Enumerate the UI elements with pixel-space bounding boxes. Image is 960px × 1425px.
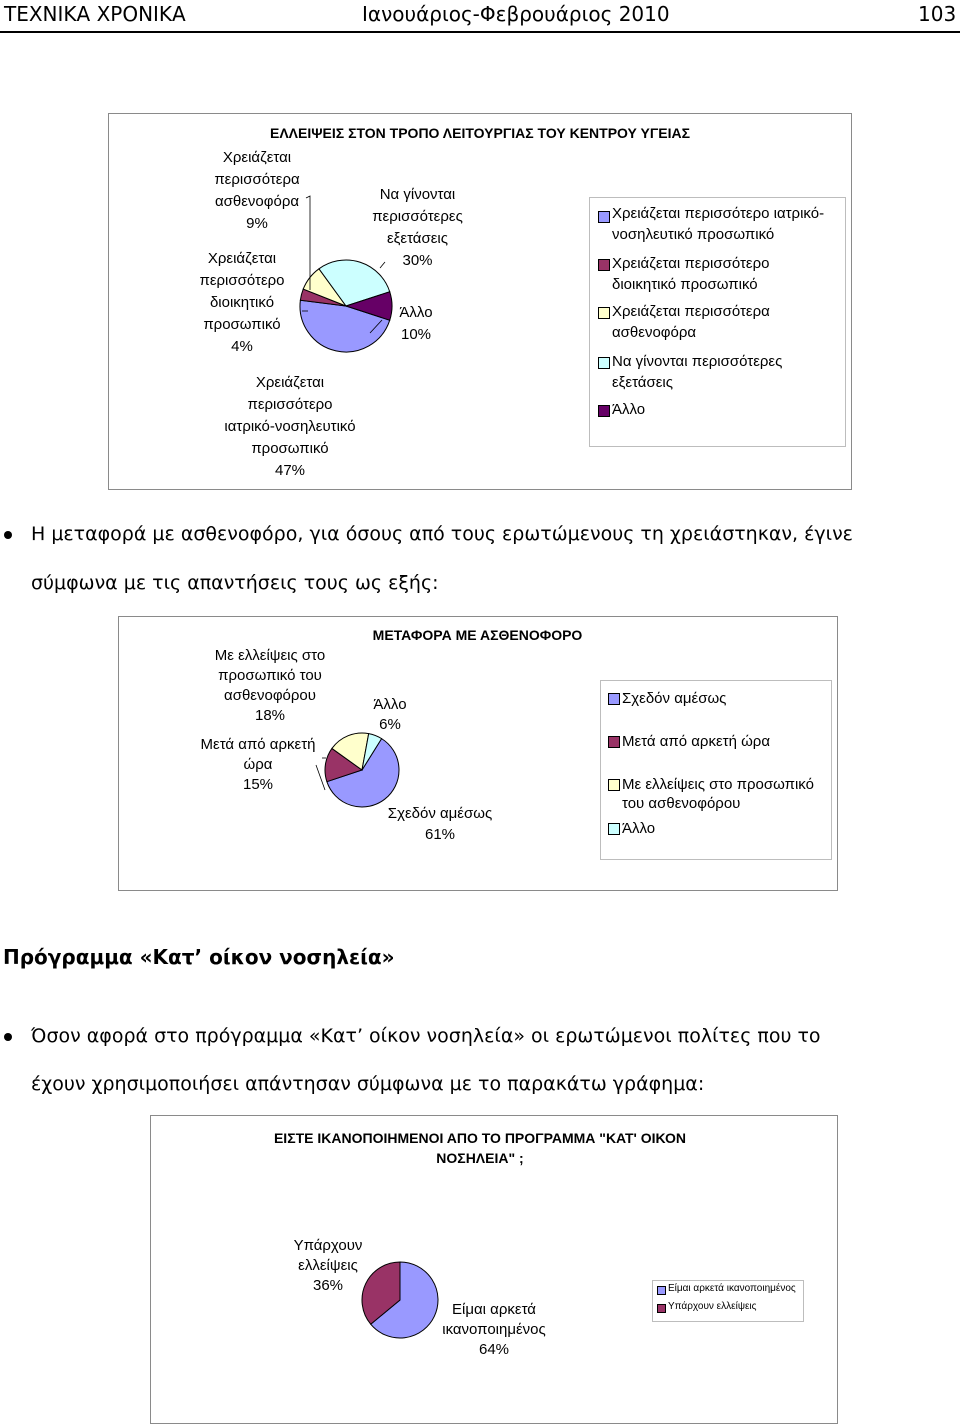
chart-1-label-ambulances: Χρειάζεται περισσότερα ασθενοφόρα 9% (214, 149, 300, 232)
chart-1-label-medical: Χρειάζεται περισσότερο ιατρικό-νοσηλευτικό προσωπικό 47% (224, 374, 356, 479)
chart-1-label-other: Άλλο 10% (399, 304, 433, 343)
legend2-label-staff: Με ελλείψεις στο προσωπικό του ασθενοφόρου (622, 776, 814, 812)
legend3-label-shortcomings: Υπάρχουν ελλείψεις (668, 1301, 757, 1312)
legend3-swatch-shortcomings (657, 1304, 666, 1313)
paragraph-2-line-2: έχουν χρησιμοποιήσει απάντησαν σύμφωνα με το παρακάτω γράφημα: (31, 1073, 705, 1095)
section-heading: Πρόγραμμα «Κατ’ οίκον νοσηλεία» (3, 945, 395, 969)
chart-1-title: ΕΛΛΕΙΨΕΙΣ ΣΤΟΝ ΤΡΟΠΟ ΛΕΙΤΟΥΡΓΙΑΣ ΤΟΥ ΚΕΝΤΡΟΥ ΥΓΕΙΑΣ (269, 125, 690, 141)
issue-date: Ιανουάριος-Φεβρουάριος 2010 (362, 2, 670, 26)
legend3-label-satisfied: Είμαι αρκετά ικανοποιημένος (668, 1283, 796, 1294)
legend2-label-other: Άλλο (622, 820, 656, 837)
legend-label-ambulances: Χρειάζεται περισσότερα ασθενοφόρα (612, 303, 770, 341)
legend3-swatch-satisfied (657, 1286, 666, 1295)
legend2-label-late: Μετά από αρκετή ώρα (622, 733, 771, 750)
journal-name: ΤΕΧΝΙΚΑ ΧΡΟΝΙΚΑ (4, 2, 186, 26)
chart-2-title: ΜΕΤΑΦΟΡΑ ΜΕ ΑΣΘΕΝΟΦΟΡΟ (372, 627, 583, 643)
chart-2-label-other: Άλλο 6% (373, 696, 407, 733)
paragraph-1-line-2: σύμφωνα με τις απαντήσεις τους ως εξής: (31, 572, 439, 594)
legend2-label-immediate: Σχεδόν αμέσως (622, 690, 727, 707)
paragraph-1-line-1: Η μεταφορά με ασθενοφόρο, για όσους από τους ερωτώμενους τη χρειάστηκαν, έγινε (31, 523, 853, 545)
page-number: 103 (918, 2, 957, 26)
legend-label-exams: Να γίνονται περισσότερες εξετάσεις (612, 353, 783, 391)
chart-1-label-admin: Χρειάζεται περισσότερο διοικητικό προσωπικό 4% (199, 250, 285, 355)
chart-3-title: ΕΙΣΤΕ ΙΚΑΝΟΠΟΙΗΜΕΝΟΙ ΑΠΟ ΤΟ ΠΡΟΓΡΑΜΜΑ "ΚΑΤ' ΟΙΚΟΝ ΝΟΣΗΛΕΙΑ" ; (273, 1130, 687, 1166)
legend-label-medical: Χρειάζεται περισσότερο ιατρικό-νοσηλευτικό προσωπικό (612, 205, 825, 243)
legend-label-admin: Χρειάζεται περισσότερο διοικητικό προσωπικό (612, 255, 770, 293)
chart-3-label-satisfied: Είμαι αρκετά ικανοποιημένος 64% (442, 1301, 546, 1358)
legend-label-other: Άλλο (612, 401, 646, 418)
chart-2-label-staff: Με ελλείψεις στο προσωπικό του ασθενοφόρου 18% (214, 647, 326, 724)
chart-1-label-exams: Να γίνονται περισσότερες εξετάσεις 30% (372, 186, 463, 269)
chart-2-label-immediate: Σχεδόν αμέσως 61% (387, 805, 493, 843)
chart-3-label-shortcomings: Υπάρχουν ελλείψεις 36% (293, 1237, 363, 1294)
paragraph-2-line-1: Όσον αφορά στο πρόγραμμα «Κατ’ οίκον νοσηλεία» οι ερωτώμενοι πολίτες που το (31, 1025, 821, 1047)
chart-2-label-late: Μετά από αρκετή ώρα 15% (200, 736, 316, 793)
